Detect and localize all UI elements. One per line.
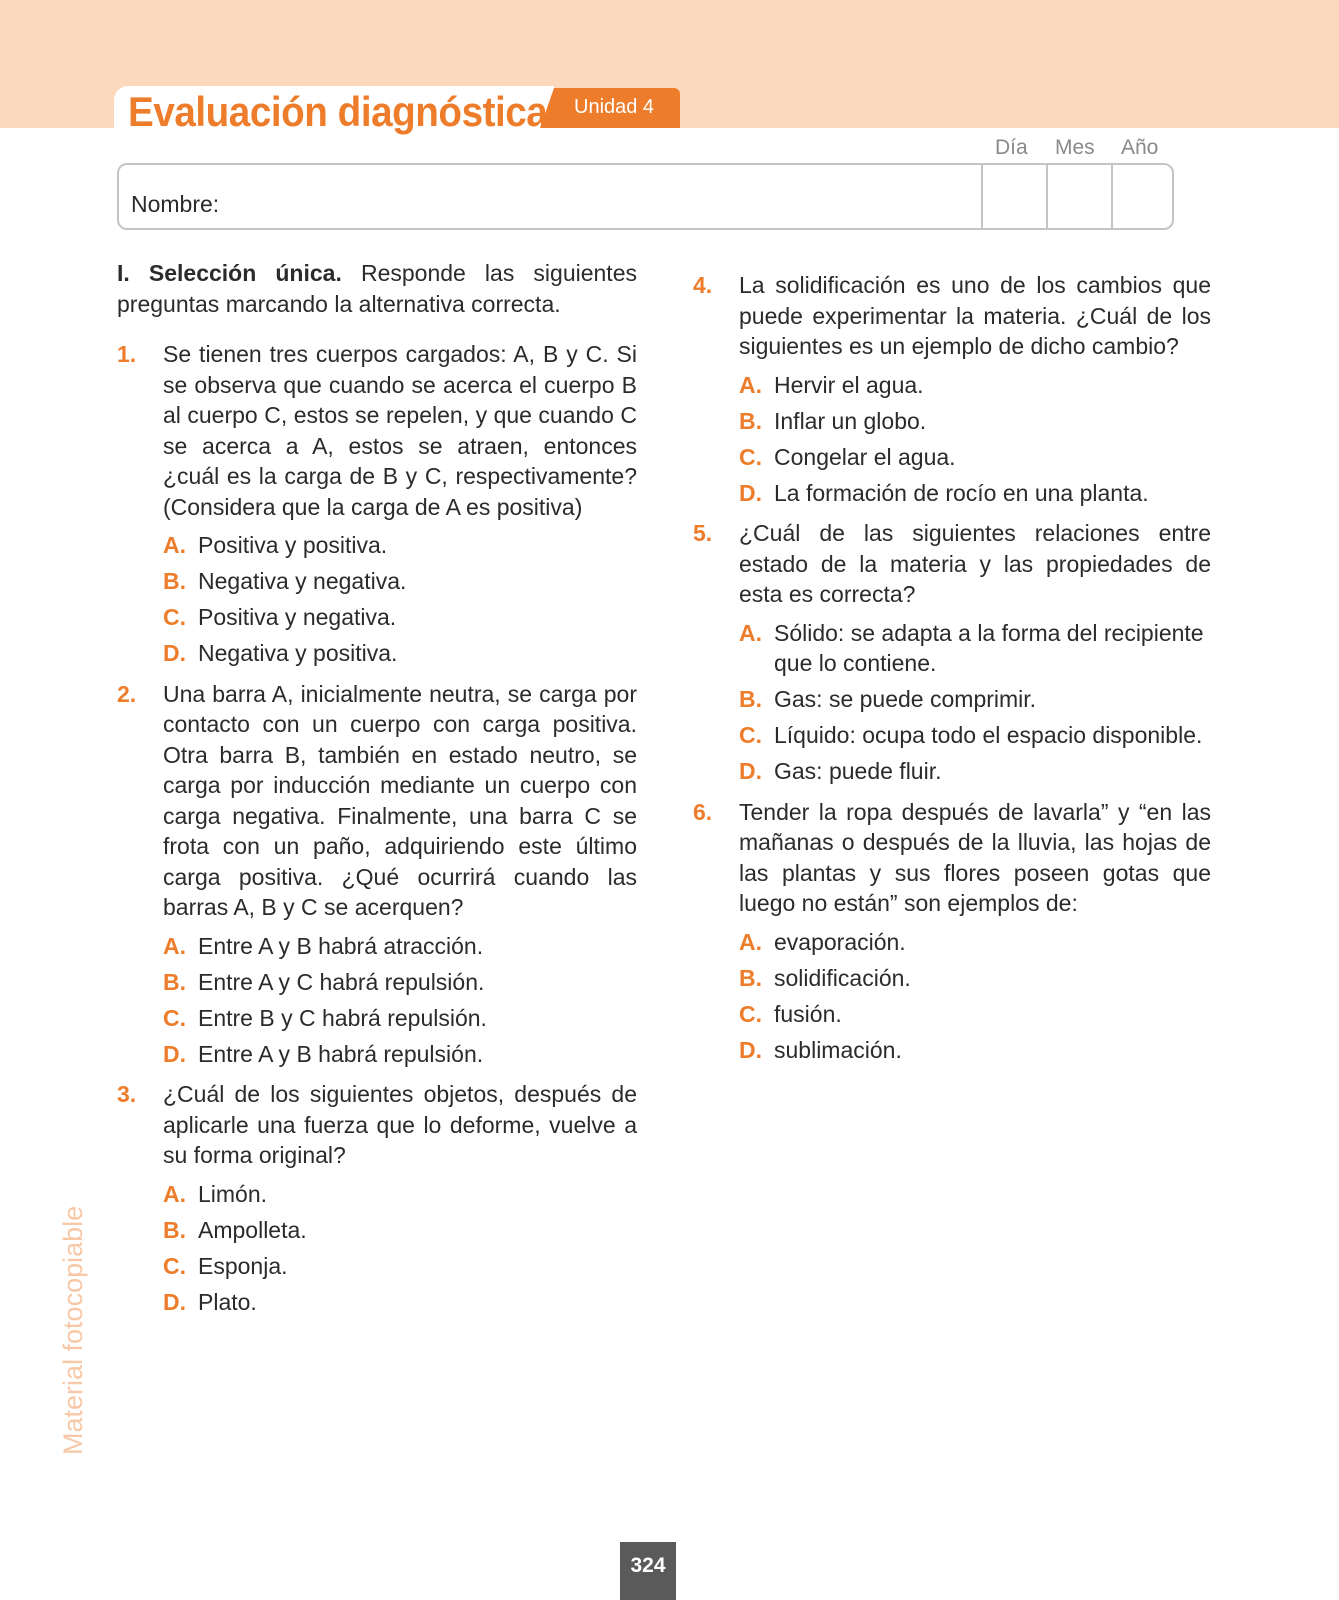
- option-text: Negativa y negativa.: [198, 568, 407, 594]
- option-letter: D.: [163, 640, 186, 666]
- answer-option[interactable]: [739, 720, 1211, 751]
- answer-option[interactable]: [739, 370, 1211, 401]
- option-letter: A.: [739, 371, 762, 398]
- option-text: Entre B y C habrá repulsión.: [198, 1004, 487, 1031]
- answer-option[interactable]: [739, 478, 1211, 509]
- answer-option[interactable]: [163, 1287, 637, 1318]
- question-number: 6.: [693, 798, 713, 825]
- option-text: Plato.: [198, 1288, 257, 1315]
- page-title: Evaluación diagnóstica: [128, 88, 548, 135]
- option-text: Gas: se puede comprimir.: [774, 686, 1037, 712]
- option-text: La formación de rocío en una planta.: [774, 479, 1149, 506]
- option-letter: C.: [163, 1004, 186, 1031]
- right-column: [693, 270, 1211, 1075]
- section-instruction: Responde las siguientes preguntas marcando la alternativa correcta.: [117, 260, 637, 317]
- option-letter: B.: [739, 964, 762, 991]
- option-letter: A.: [163, 1180, 186, 1207]
- question-number: 2.: [117, 680, 137, 707]
- option-letter: A.: [739, 928, 762, 955]
- answer-option[interactable]: [163, 566, 637, 597]
- option-text: Hervir el agua.: [774, 371, 924, 398]
- answer-option[interactable]: [163, 1179, 637, 1210]
- option-letter: B.: [163, 568, 186, 594]
- option-text: Gas: puede fluir.: [774, 758, 942, 784]
- option-letter: D.: [739, 479, 762, 506]
- answer-option[interactable]: [739, 999, 1211, 1030]
- option-text: Esponja.: [198, 1252, 288, 1279]
- answer-option[interactable]: [739, 406, 1211, 437]
- option-letter: C.: [739, 1000, 762, 1027]
- page-number: 324: [630, 1554, 666, 1577]
- option-text: Líquido: ocupa todo el espacio disponible.: [774, 722, 1203, 748]
- question-number: 1.: [117, 341, 137, 367]
- question-text: La solidificación es uno de los cambios que puede experimentar la materia. ¿Cuál de los siguientes es un ejemplo de dicho cambio?: [739, 272, 1211, 359]
- option-text: Positiva y positiva.: [198, 532, 388, 558]
- question-text: ¿Cuál de los siguientes objetos, después de aplicarle una fuerza que lo deforme, vuelve a su forma original?: [163, 1081, 637, 1168]
- option-text: Ampolleta.: [198, 1216, 307, 1243]
- option-text: Inflar un globo.: [774, 407, 927, 434]
- option-letter: A.: [163, 532, 186, 558]
- option-letter: D.: [163, 1040, 186, 1067]
- section-intro: [117, 258, 637, 319]
- option-text: Sólido: se adapta a la forma del recipiente que lo contiene.: [774, 619, 1204, 676]
- option-letter: B.: [739, 686, 762, 712]
- answer-option[interactable]: [163, 1215, 637, 1246]
- page-number-box: [620, 1542, 676, 1600]
- option-text: sublimación.: [774, 1036, 902, 1063]
- question-1: [117, 339, 637, 669]
- unit-label: Unidad 4: [574, 96, 655, 118]
- answer-option[interactable]: [163, 638, 637, 669]
- answer-option[interactable]: [739, 1035, 1211, 1066]
- name-label: Nombre:: [131, 191, 220, 217]
- question-6: [693, 797, 1211, 1066]
- left-column: [117, 258, 637, 1327]
- option-letter: B.: [163, 1216, 186, 1243]
- answer-option[interactable]: [739, 963, 1211, 994]
- option-text: Entre A y C habrá repulsión.: [198, 968, 485, 995]
- option-text: Limón.: [198, 1180, 268, 1207]
- answer-option[interactable]: [163, 967, 637, 998]
- date-cell-divider: [1111, 165, 1113, 228]
- option-letter: D.: [739, 1036, 762, 1063]
- option-letter: C.: [739, 722, 762, 748]
- answer-option[interactable]: [163, 931, 637, 962]
- option-text: fusión.: [774, 1000, 842, 1027]
- date-label-month: Mes: [1055, 136, 1095, 159]
- option-text: Entre A y B habrá repulsión.: [198, 1040, 484, 1067]
- answer-option[interactable]: [739, 618, 1211, 679]
- question-number: 4.: [693, 272, 713, 298]
- question-number: 5.: [693, 520, 713, 546]
- option-letter: B.: [163, 968, 186, 995]
- answer-option[interactable]: [739, 684, 1211, 715]
- date-cell-divider: [981, 165, 983, 228]
- option-text: Congelar el agua.: [774, 443, 956, 470]
- question-2: [117, 679, 637, 1070]
- answer-option[interactable]: [163, 1003, 637, 1034]
- question-text: ¿Cuál de las siguientes relaciones entre estado de la materia y las propiedades de esta es correcta?: [739, 520, 1211, 607]
- option-letter: C.: [163, 604, 186, 630]
- date-cell-divider: [1046, 165, 1048, 228]
- option-text: Negativa y positiva.: [198, 640, 398, 666]
- option-letter: D.: [163, 1288, 186, 1315]
- answer-option[interactable]: [163, 1039, 637, 1070]
- answer-option[interactable]: [739, 927, 1211, 958]
- option-letter: C.: [163, 1252, 186, 1279]
- date-label-day: Día: [995, 136, 1028, 159]
- option-text: Positiva y negativa.: [198, 604, 397, 630]
- option-text: evaporación.: [774, 928, 906, 955]
- question-4: [693, 270, 1211, 508]
- option-letter: B.: [739, 407, 762, 434]
- question-text: Tender la ropa después de lavarla” y “en las mañanas o después de la lluvia, las hojas de las plantas y sus flores poseen gotas que luego no están” son ejemplos de:: [739, 798, 1211, 916]
- name-field[interactable]: [117, 163, 1174, 230]
- question-text: Una barra A, inicialmente neutra, se carga por contacto con un cuerpo con carga positiva. Otra barra B, también en estado neutro, se carga por inducción mediante un cuerpo con carga negativa. Finalmente, una barra C se frota con un paño, adquiriendo este último carga positiva. ¿Qué ocurrirá cuando las barras A, B y C se acerquen?: [163, 680, 637, 920]
- question-3: [117, 1079, 637, 1317]
- section-title: I. Selección única.: [117, 260, 342, 286]
- option-letter: D.: [739, 758, 762, 784]
- side-label: Material fotocopiable: [58, 1205, 88, 1455]
- option-letter: A.: [739, 619, 762, 646]
- option-text: Entre A y B habrá atracción.: [198, 932, 484, 959]
- option-letter: A.: [163, 932, 186, 959]
- option-text: solidificación.: [774, 964, 911, 991]
- answer-option[interactable]: [163, 602, 637, 633]
- answer-option[interactable]: [163, 1251, 637, 1282]
- date-label-year: Año: [1121, 136, 1159, 159]
- question-number: 3.: [117, 1081, 137, 1107]
- option-letter: C.: [739, 443, 762, 470]
- unit-badge: [554, 88, 680, 128]
- question-text: Se tienen tres cuerpos cargados: A, B y C. Si se observa que cuando se acerca el cuerpo B al cuerpo C, estos se repelen, y que cuando C se acerca a A, estos se atraen, entonces ¿cuál es la carga de B y C, respectivamente? (Considera que la carga de A es positiva): [163, 341, 637, 520]
- answer-option[interactable]: [739, 442, 1211, 473]
- answer-option[interactable]: [739, 756, 1211, 787]
- question-5: [693, 518, 1211, 787]
- answer-option[interactable]: [163, 530, 637, 561]
